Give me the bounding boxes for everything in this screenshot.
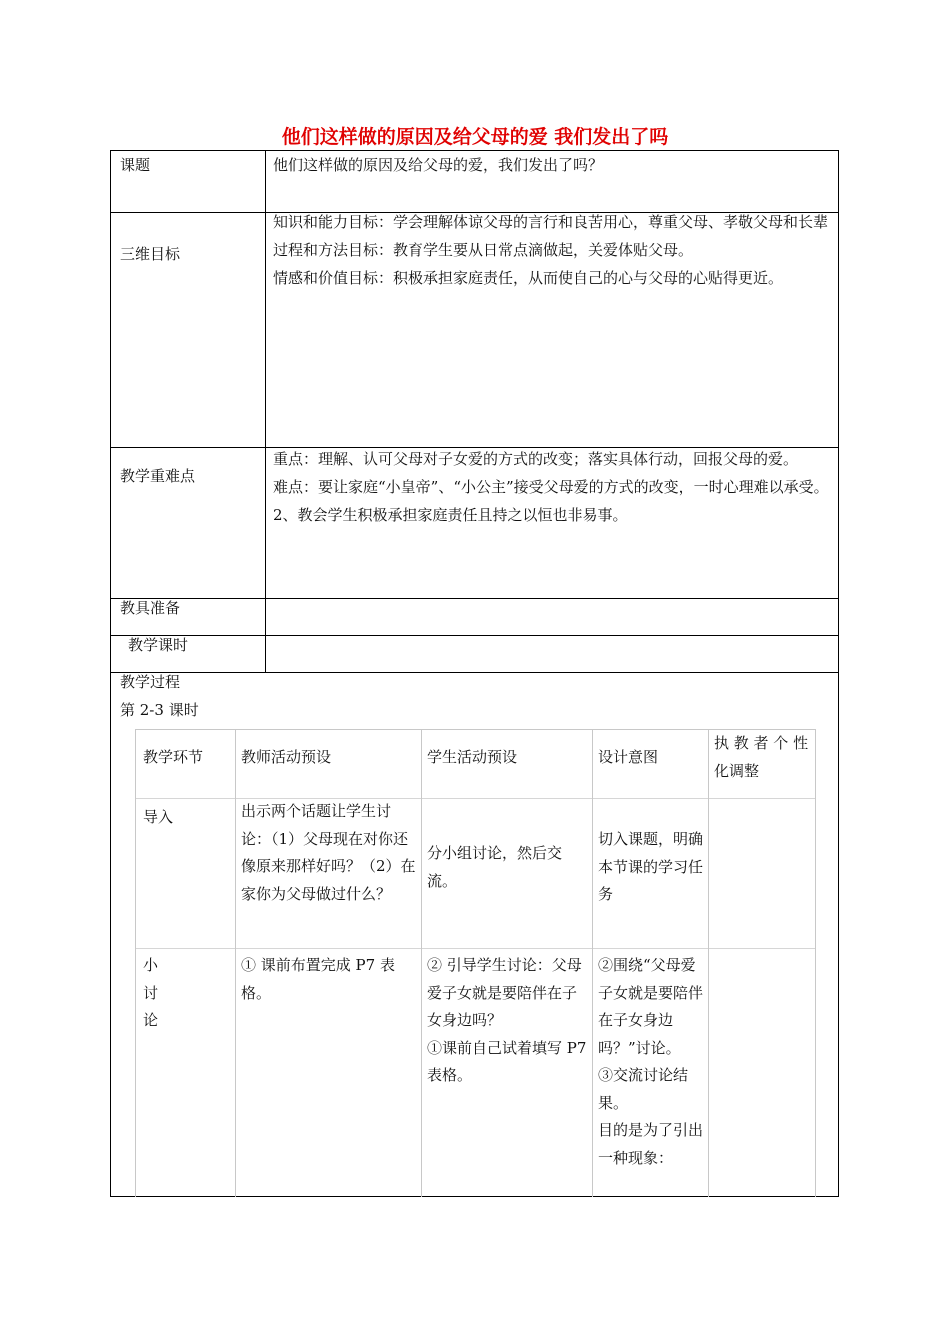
student-line: ①课前自己试着填写 P7 表格。 [427,1038,587,1084]
intent-line: ③交流讨论结果。 [598,1066,689,1112]
header-intent: 设计意图 [598,748,659,766]
process-column-divider [708,730,709,1197]
stage-cell: 小讨论 [143,956,159,1029]
header-adjust: 执 教 者 个 性 化调整 [714,734,809,780]
key-points-content [273,445,830,529]
topic-label: 课题 [120,156,151,174]
intent-cell: 切入课题，明确本节课的学习任务 [598,830,704,903]
process-column-divider [421,730,422,1197]
key-points-label: 教学重难点 [120,467,196,485]
goals-line: 知识和能力目标：学会理解体谅父母的言行和良苦用心，尊重父母、孝敬父母和长辈 [273,213,829,231]
header-student: 学生活动预设 [427,748,518,766]
key-points-line: 难点：要让家庭“小皇帝”、“小公主”接受父母爱的方式的改变，一时心理难以承受。 [273,478,829,496]
key-points-line: 重点：理解、认可父母对子女爱的方式的改变；落实具体行动，回报父母的爱。 [273,450,799,468]
lesson-plan-table [110,150,839,1197]
intent-cell [598,952,706,1172]
row-divider [111,635,838,636]
intent-line: ②围绕“父母爱子女就是要陪伴在子女身边吗？”讨论。 [598,956,704,1057]
row-divider [111,598,838,599]
process-table [135,729,816,1197]
process-label: 教学过程 [120,673,181,691]
teacher-line: 出示两个话题让学生讨论：（1）父母现在对你还像原来那样好吗？（2）在 [241,802,416,875]
document-title: 他们这样做的原因及给父母的爱 我们发出了吗 [281,126,669,148]
goals-label: 三维目标 [120,245,181,263]
teacher-cell [241,798,416,908]
key-points-line: 2、教会学生积极承担家庭责任且持之以恒也非易事。 [273,506,628,524]
goals-line: 情感和价值目标：积极承担家庭责任，从而使自己的心与父母的心贴得更近。 [273,269,784,287]
column-divider [265,151,266,672]
stage-cell: 导入 [143,808,174,826]
header-teacher: 教师活动预设 [241,748,332,766]
header-stage: 教学环节 [143,748,204,766]
student-cell: 分小组讨论，然后交流。 [427,844,563,890]
period-label: 第 2-3 课时 [120,701,199,719]
student-cell [427,952,589,1090]
goals-content [273,208,830,292]
tools-label: 教具准备 [120,599,181,617]
process-row-divider [136,948,815,949]
process-column-divider [235,730,236,1197]
teacher-line: ① 课前布置完成 P7 表格。 [241,956,395,1002]
goals-line: 过程和方法目标：教育学生要从日常点滴做起，关爱体贴父母。 [273,241,694,259]
topic-value: 他们这样做的原因及给父母的爱，我们发出了吗？ [273,156,604,174]
process-column-divider [592,730,593,1197]
hours-label: 教学课时 [128,636,189,654]
student-line: ② 引导学生讨论：父母爱子女就是要陪伴在子女身边吗？ [427,956,582,1029]
teacher-cell [241,952,416,1007]
intent-line: 目的是为了引出一种现象： [598,1121,704,1167]
row-divider [111,672,838,673]
process-row-divider [136,798,815,799]
teacher-line: 家你为父母做过什么？ [241,884,392,903]
